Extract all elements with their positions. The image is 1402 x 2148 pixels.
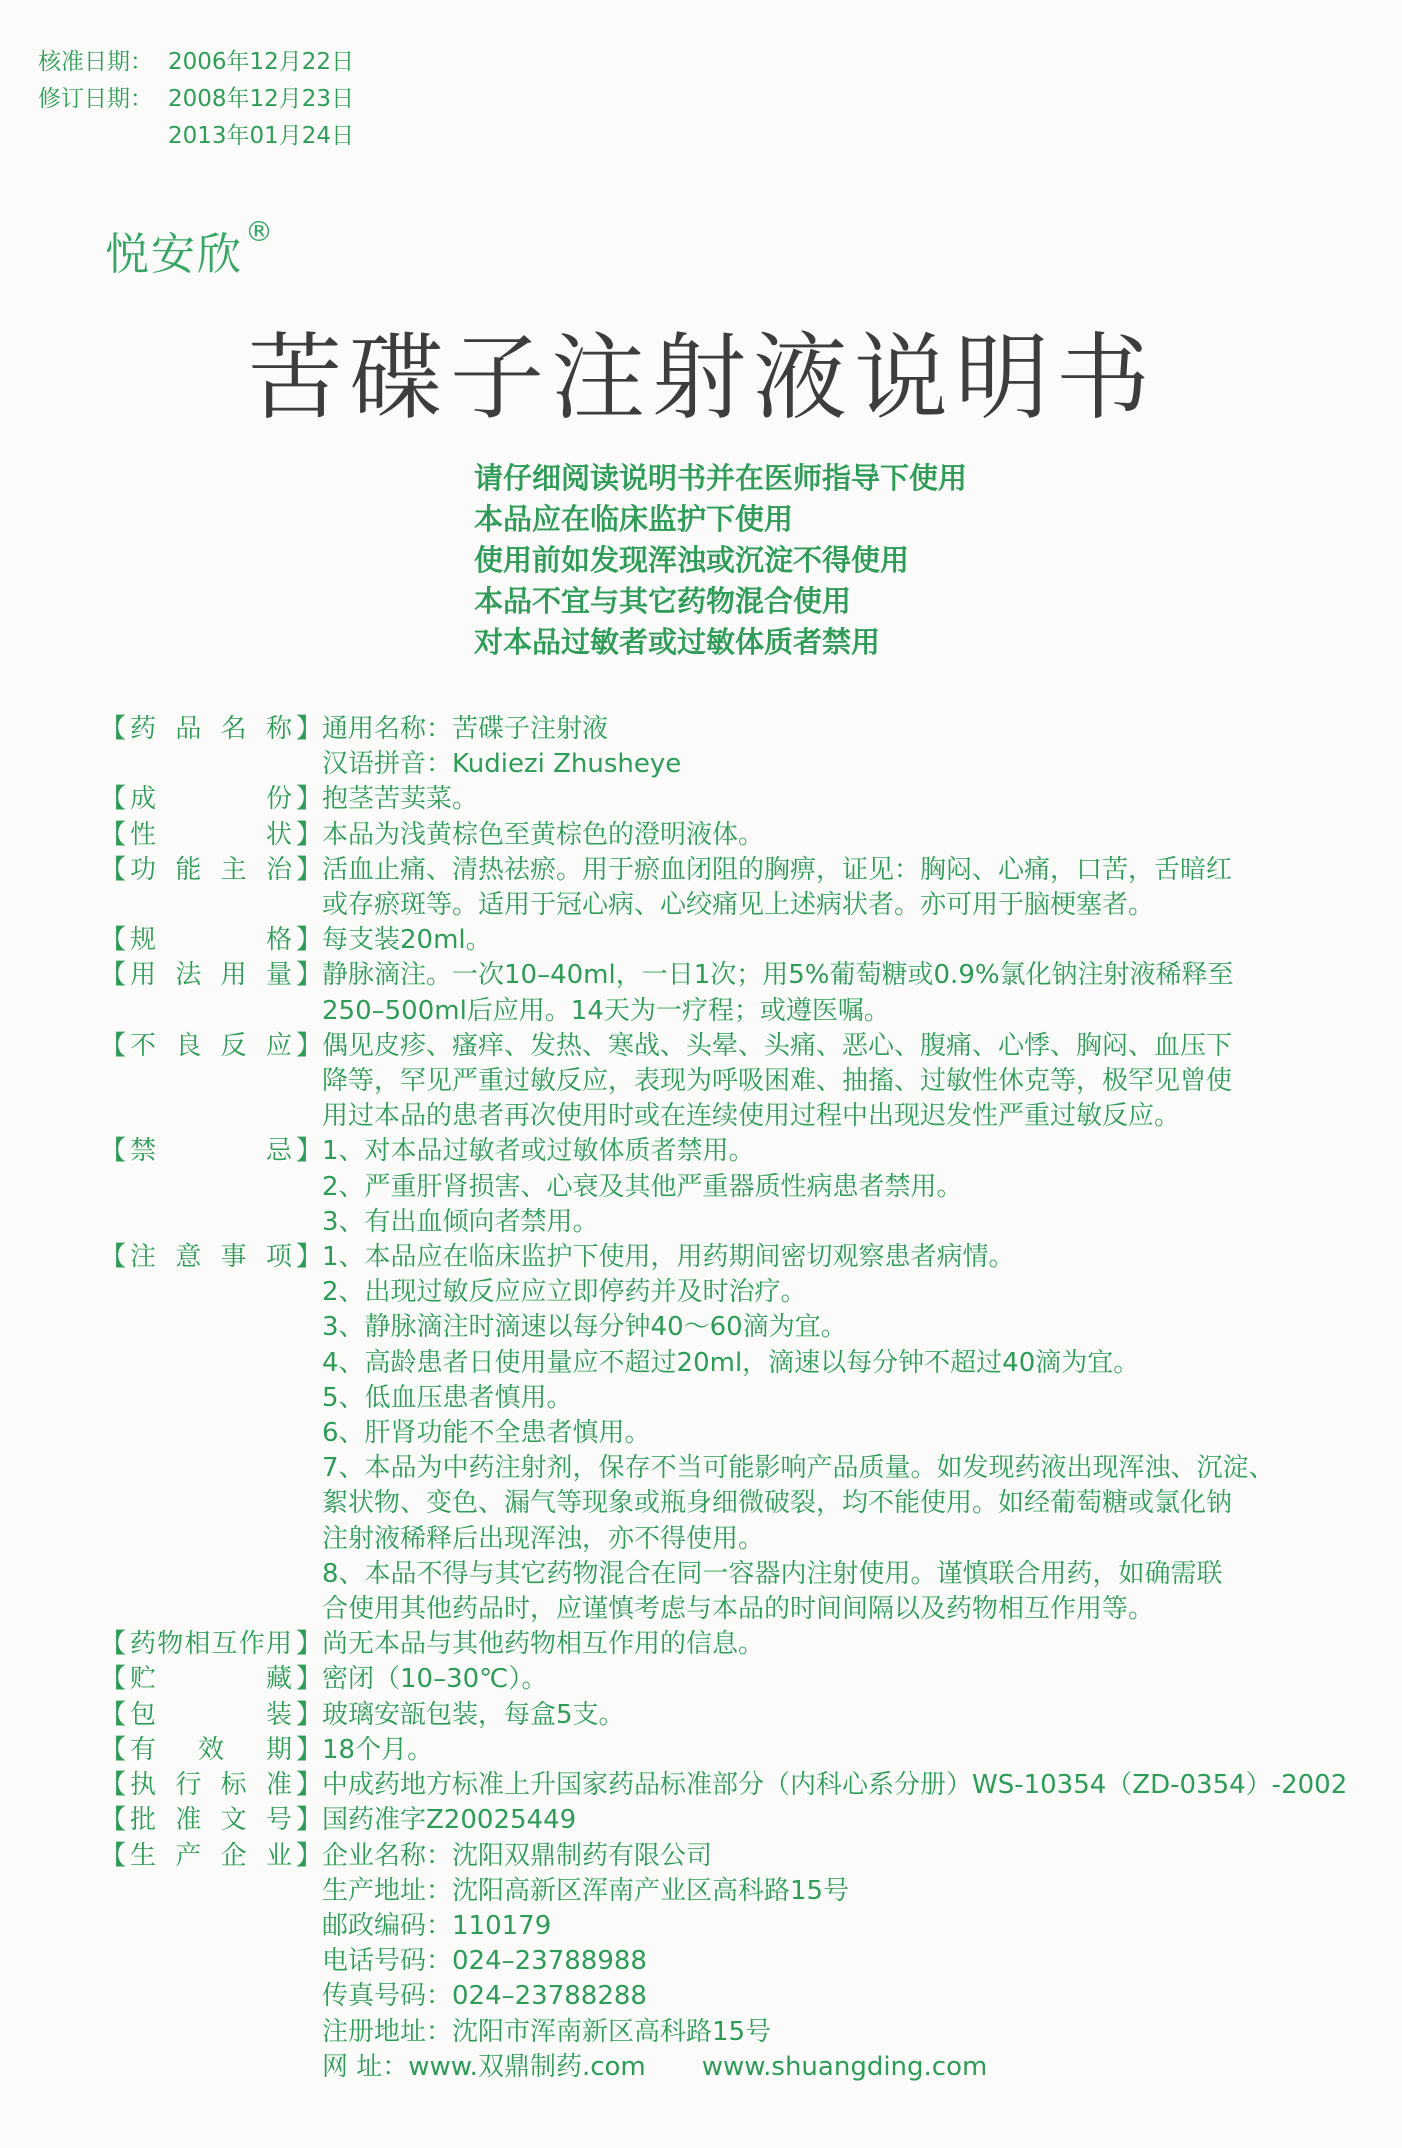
label-bracket-open: 【	[100, 925, 127, 956]
spec-line: 静脉滴注。一次10–40ml，一日1次；用5%葡萄糖或0.9%氯化钠注射液稀释至	[322, 960, 1234, 991]
spec-line: 中成药地方标准上升国家药品标准部分（内科心系分册）WS-10354（ZD-0354）-2002	[322, 1770, 1348, 1801]
label-bracket-open: 【	[100, 784, 127, 815]
spec-line: 通用名称：苦碟子注射液	[322, 714, 609, 744]
spec-label	[100, 1240, 322, 1275]
spec-label	[100, 818, 322, 853]
spec-label	[100, 1627, 322, 1662]
label-bracket-close: 】	[295, 1664, 322, 1695]
label-bracket-close: 】	[295, 1840, 322, 1871]
label-char: 量	[265, 960, 292, 991]
spec-line: 邮政编码：110179	[322, 1910, 552, 1941]
spec-label-text	[126, 923, 296, 958]
label-char: 法	[175, 960, 202, 991]
spec-label-text	[126, 958, 296, 993]
label-char: 事	[220, 1242, 247, 1273]
spec-value	[322, 712, 1350, 782]
date-label	[38, 118, 168, 155]
spec-row	[100, 1839, 1350, 2050]
label-char: 有	[130, 1734, 157, 1765]
spec-line: 用过本品的患者再次使用时或在连续使用过程中出现迟发性严重过敏反应。	[322, 1101, 1181, 1132]
spec-label-text	[126, 782, 296, 817]
label-char: 药	[130, 714, 157, 744]
spec-label	[100, 1662, 322, 1697]
warning-item: 本品不宜与其它药物混合使用	[474, 584, 852, 618]
label-bracket-open: 【	[100, 1629, 127, 1660]
spec-row	[100, 1768, 1350, 1803]
spec-label	[100, 1803, 322, 1838]
label-char: 用	[130, 960, 157, 991]
label-char: 称	[265, 714, 292, 744]
label-char: 互	[211, 1629, 238, 1660]
label-bracket-close: 】	[295, 784, 322, 815]
spec-line: 活血止痛、清热祛瘀。用于瘀血闭阻的胸痹，证见：胸闷、心痛，口苦，舌暗红	[322, 854, 1233, 885]
label-char: 良	[175, 1030, 202, 1061]
spec-line: 4、高龄患者日使用量应不超过20ml，滴速以每分钟不超过40滴为宜。	[322, 1347, 1140, 1378]
label-bracket-close: 】	[295, 1805, 322, 1836]
spec-line: 合使用其他药品时，应谨慎考虑与本品的时间间隔以及药物相互作用等。	[322, 1594, 1155, 1625]
label-bracket-open: 【	[100, 1840, 127, 1871]
label-char: 成	[130, 784, 157, 815]
spec-label-text	[126, 1240, 296, 1275]
spec-line: 2、严重肝肾损害、心衰及其他严重器质性病患者禁用。	[322, 1171, 963, 1202]
spec-label	[100, 958, 322, 993]
spec-line: 电话号码：024–23788988	[322, 1946, 647, 1977]
spec-label	[100, 1029, 322, 1064]
spec-line: 3、静脉滴注时滴速以每分钟40～60滴为宜。	[322, 1312, 847, 1343]
spec-value	[322, 923, 1350, 958]
spec-line: 降等，罕见严重过敏反应，表现为呼吸困难、抽搐、过敏性休克等，极罕见曾使	[322, 1066, 1233, 1097]
spec-line: 1、对本品过敏者或过敏体质者禁用。	[322, 1136, 755, 1167]
label-char: 能	[175, 854, 202, 885]
spec-line: 本品为浅黄棕色至黄棕色的澄明液体。	[322, 819, 765, 850]
label-bracket-close: 】	[295, 1629, 322, 1660]
label-char: 企	[220, 1840, 247, 1871]
label-char: 应	[265, 1030, 292, 1061]
spec-line: 尚无本品与其他药物相互作用的信息。	[322, 1629, 765, 1660]
label-char: 相	[184, 1629, 211, 1660]
label-bracket-open: 【	[100, 1136, 127, 1167]
label-bracket-open: 【	[100, 1030, 127, 1061]
spec-label-text	[126, 712, 296, 747]
label-bracket-close: 】	[295, 1030, 322, 1061]
date-label: 核准日期：	[38, 49, 153, 75]
website-url-cn: www.双鼎制药.com	[408, 2051, 646, 2082]
date-block	[38, 44, 354, 155]
label-char: 用	[220, 960, 247, 991]
label-char: 标	[220, 1770, 247, 1801]
spec-label-text	[126, 1134, 296, 1169]
spec-label	[100, 1839, 322, 1874]
spec-value	[322, 1803, 1350, 1838]
spec-value	[322, 1839, 1350, 2050]
label-char: 用	[265, 1629, 292, 1660]
label-char: 项	[265, 1242, 292, 1273]
label-char: 藏	[265, 1664, 292, 1695]
spec-value	[322, 1733, 1350, 1768]
label-char: 包	[130, 1699, 157, 1730]
brand-text: 悦安欣	[105, 229, 243, 280]
spec-row	[100, 853, 1350, 923]
spec-line: 企业名称：沈阳双鼎制药有限公司	[322, 1840, 713, 1871]
spec-line: 5、低血压患者慎用。	[322, 1382, 573, 1413]
label-bracket-open: 【	[100, 1242, 127, 1273]
label-char: 状	[265, 819, 292, 850]
spec-line: 注射液稀释后出现浑浊，亦不得使用。	[322, 1523, 765, 1554]
spec-label	[100, 1134, 322, 1169]
spec-value	[322, 1240, 1350, 1627]
spec-value	[322, 1662, 1350, 1697]
spec-line: 7、本品为中药注射剂，保存不当可能影响产品质量。如发现药液出现浑浊、沉淀、	[322, 1453, 1275, 1484]
spec-row	[100, 1733, 1350, 1768]
registered-mark: ®	[245, 215, 275, 249]
label-char: 行	[175, 1770, 202, 1801]
spec-label	[100, 923, 322, 958]
label-bracket-open: 【	[100, 714, 127, 744]
spec-label	[100, 853, 322, 888]
spec-row	[100, 1662, 1350, 1697]
label-char: 生	[130, 1840, 157, 1871]
label-bracket-close: 】	[295, 1734, 322, 1765]
warning-item: 请仔细阅读说明书并在医师指导下使用	[474, 461, 968, 495]
spec-value	[322, 1768, 1350, 1803]
label-bracket-close: 】	[295, 1136, 322, 1167]
spec-label-text	[126, 1733, 296, 1768]
spec-value	[322, 818, 1350, 853]
spec-line: 传真号码：024–23788288	[322, 1981, 647, 2012]
label-bracket-open: 【	[100, 854, 127, 885]
spec-value	[322, 1627, 1350, 1662]
label-bracket-close: 】	[295, 1699, 322, 1730]
label-bracket-open: 【	[100, 1734, 127, 1765]
spec-row	[100, 1029, 1350, 1135]
label-char: 准	[265, 1770, 292, 1801]
label-char: 规	[130, 925, 157, 956]
label-char: 批	[130, 1805, 157, 1836]
label-char: 贮	[130, 1664, 157, 1695]
label-char: 份	[265, 784, 292, 815]
page-title: 苦碟子注射液说明书	[248, 324, 1158, 433]
spec-line: 国药准字Z20025449	[322, 1805, 577, 1836]
specification-list	[100, 712, 1350, 2085]
spec-label-text	[126, 1698, 296, 1733]
spec-line: 生产地址：沈阳高新区浑南产业区高科路15号	[322, 1875, 850, 1906]
spec-value	[322, 782, 1350, 817]
label-char: 作	[238, 1629, 265, 1660]
spec-row	[100, 1240, 1350, 1627]
spec-label-text	[126, 1803, 296, 1838]
date-label: 修订日期：	[38, 86, 153, 112]
label-char: 号	[265, 1805, 292, 1836]
spec-line: 1、本品应在临床监护下使用，用药期间密切观察患者病情。	[322, 1242, 1015, 1273]
label-bracket-close: 】	[295, 854, 322, 885]
label-char: 性	[130, 819, 157, 850]
label-char: 物	[157, 1629, 184, 1660]
label-bracket-close: 】	[295, 960, 322, 991]
spec-line: 偶见皮疹、瘙痒、发热、寒战、头晕、头痛、恶心、腹痛、心悸、胸闷、血压下	[322, 1030, 1233, 1061]
spec-line: 18个月。	[322, 1734, 434, 1765]
label-char: 意	[175, 1242, 202, 1273]
spec-line: 每支装20ml。	[322, 925, 492, 956]
spec-line: 3、有出血倾向者禁用。	[322, 1206, 599, 1237]
spec-label-text	[126, 1839, 296, 1874]
spec-row	[100, 712, 1350, 782]
spec-value	[322, 1134, 1350, 1240]
revision-date-row-2	[38, 118, 354, 155]
spec-line: 汉语拼音：Kudiezi Zhusheye	[322, 749, 682, 780]
label-bracket-close: 】	[295, 714, 322, 744]
spec-label-text	[126, 1029, 296, 1064]
warning-item: 对本品过敏者或过敏体质者禁用	[474, 625, 881, 659]
label-bracket-close: 】	[295, 925, 322, 956]
date-value: 2013年01月24日	[168, 123, 355, 149]
label-bracket-open: 【	[100, 1770, 127, 1801]
label-bracket-open: 【	[100, 1699, 127, 1730]
label-char: 不	[130, 1030, 157, 1061]
spec-row	[100, 782, 1350, 817]
spec-label	[100, 712, 322, 747]
spec-row	[100, 958, 1350, 1028]
label-bracket-open: 【	[100, 1805, 127, 1836]
website-url-en: www.shuangding.com	[701, 2051, 988, 2082]
label-bracket-close: 】	[295, 819, 322, 850]
label-bracket-open: 【	[100, 819, 127, 850]
label-bracket-open: 【	[100, 1664, 127, 1695]
label-char: 格	[265, 925, 292, 956]
date-value: 2008年12月23日	[168, 86, 355, 112]
label-char: 品	[175, 714, 202, 744]
label-char: 效	[197, 1734, 224, 1765]
label-char: 业	[265, 1840, 292, 1871]
spec-line: 6、肝肾功能不全患者慎用。	[322, 1418, 651, 1449]
warning-item: 本品应在临床监护下使用	[474, 502, 794, 536]
spec-row	[100, 1803, 1350, 1838]
spec-value	[322, 1698, 1350, 1733]
label-char: 装	[265, 1699, 292, 1730]
label-char: 药	[130, 1629, 157, 1660]
label-char: 准	[175, 1805, 202, 1836]
spec-line: 注册地址：沈阳市浑南新区高科路15号	[322, 2016, 772, 2047]
spec-value	[322, 853, 1350, 923]
website-line	[322, 2050, 1350, 2085]
label-char: 文	[220, 1805, 247, 1836]
date-value: 2006年12月22日	[168, 49, 355, 75]
warning-item: 使用前如发现浑浊或沉淀不得使用	[474, 543, 910, 577]
brand-name	[105, 215, 275, 282]
spec-label-text	[126, 853, 296, 888]
spec-row	[100, 923, 1350, 958]
spec-line: 8、本品不得与其它药物混合在同一容器内注射使用。谨慎联合用药，如确需联	[322, 1558, 1223, 1589]
label-char: 治	[265, 854, 292, 885]
label-char: 产	[175, 1840, 202, 1871]
label-char: 禁	[130, 1136, 157, 1167]
label-char: 执	[130, 1770, 157, 1801]
spec-value	[322, 958, 1350, 1028]
spec-label-text	[126, 1662, 296, 1697]
label-char: 名	[220, 714, 247, 744]
approval-date-row	[38, 44, 354, 81]
label-bracket-open: 【	[100, 960, 127, 991]
spec-label	[100, 1698, 322, 1733]
spec-line: 抱茎苦荬菜。	[322, 784, 479, 815]
revision-date-row	[38, 81, 354, 118]
spec-label	[100, 1768, 322, 1803]
label-char: 注	[130, 1242, 157, 1273]
spec-value	[322, 2050, 1350, 2085]
spec-line: 250–500ml后应用。14天为一疗程；或遵医嘱。	[322, 995, 890, 1026]
spec-line: 絮状物、变色、漏气等现象或瓶身细微破裂，均不能使用。如经葡萄糖或氯化钠	[322, 1488, 1233, 1519]
spec-row	[100, 1698, 1350, 1733]
label-char: 功	[130, 854, 157, 885]
spec-label-text	[126, 818, 296, 853]
spec-label	[100, 782, 322, 817]
warning-list	[474, 458, 967, 663]
spec-line: 或存瘀斑等。适用于冠心病、心绞痛见上述病状者。亦可用于脑梗塞者。	[322, 890, 1155, 921]
label-bracket-close: 】	[295, 1770, 322, 1801]
spec-row	[100, 1134, 1350, 1240]
spec-value	[322, 1029, 1350, 1135]
spec-line: 玻璃安瓿包装，每盒5支。	[322, 1699, 625, 1730]
spec-label	[100, 1733, 322, 1768]
spec-line: 2、出现过敏反应应立即停药并及时治疗。	[322, 1277, 807, 1308]
spec-label-text	[126, 1627, 296, 1662]
label-char: 反	[220, 1030, 247, 1061]
website-row	[100, 2050, 1350, 2085]
spec-row	[100, 1627, 1350, 1662]
website-label: 网 址：	[322, 2051, 409, 2082]
label-bracket-close: 】	[295, 1242, 322, 1273]
spec-label-text	[126, 1768, 296, 1803]
label-char: 期	[265, 1734, 292, 1765]
label-char: 主	[220, 854, 247, 885]
spec-line: 密闭（10–30℃）。	[322, 1664, 548, 1695]
spec-row	[100, 818, 1350, 853]
label-char: 忌	[265, 1136, 292, 1167]
